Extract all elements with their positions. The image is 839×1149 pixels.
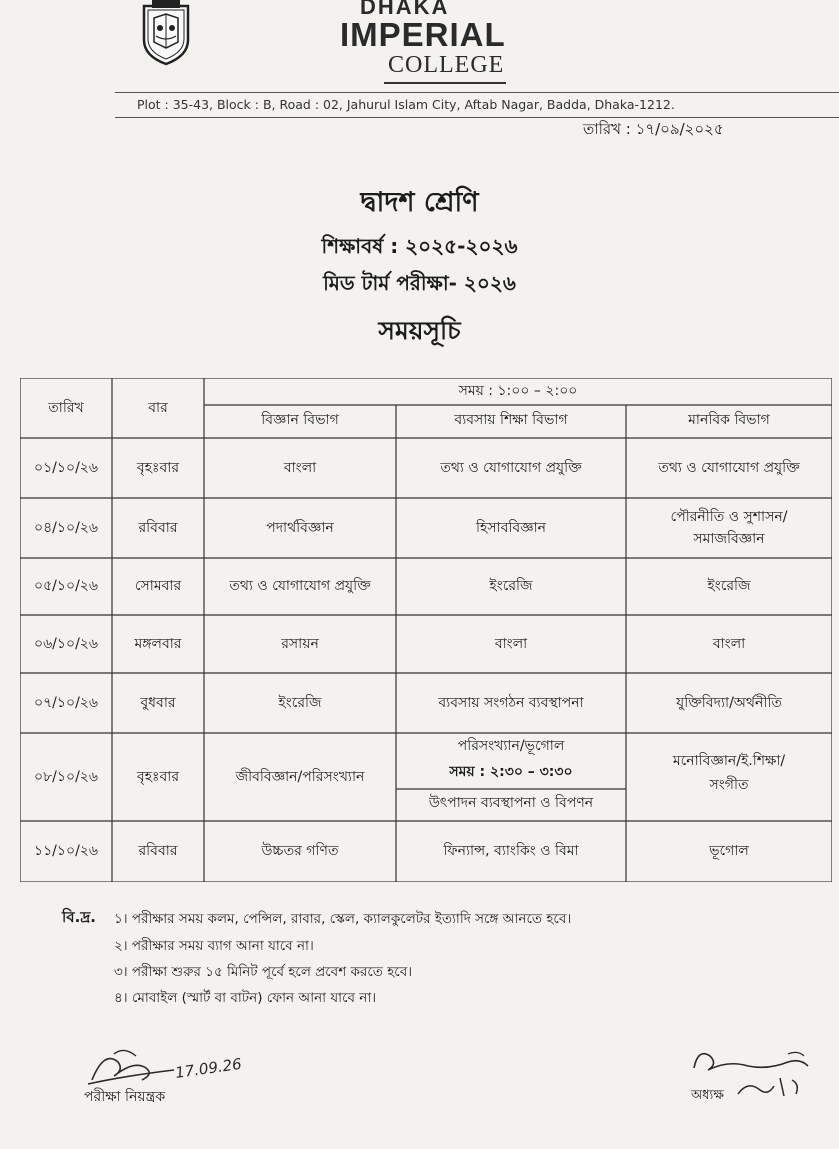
row2-science: পদার্থবিজ্ঞান [266,520,334,536]
row4-day: মঙ্গলবার [134,636,182,652]
header-rule-top [115,92,839,93]
note-item-1: ১। পরীক্ষার সময় কলম, পেন্সিল, রাবার, স্কেল, ক্যালকুলেটর ইত্যাদি সঙ্গে আনতে হবে। [114,911,572,927]
header-science: বিজ্ঞান বিভাগ [261,412,339,428]
notes-label: বি.দ্র. [62,908,97,926]
row4-business: বাংলা [494,636,528,652]
row5-date: ০৭/১০/২৬ [33,695,99,711]
row6-humanities-line1: মনোবিজ্ঞান/ই.শিক্ষা/ [672,753,786,769]
row5-humanities: যুক্তিবিদ্যা/অর্থনীতি [676,695,782,711]
college-name-line1: DHAKA [360,0,450,19]
row5-science: ইংরেজি [278,695,322,711]
row5-day: বুধবার [140,695,176,711]
row7-business: ফিন্যান্স, ব্যাংকিং ও বিমা [443,843,579,859]
controller-label: পরীক্ষা নিয়ন্ত্রক [84,1089,166,1105]
row6-business-line3: উৎপাদন ব্যবস্থাপনা ও বিপণন [428,795,594,811]
row4-science: রসায়ন [281,636,319,652]
header-humanities: মানবিক বিভাগ [688,412,770,428]
header-business: ব্যবসায় শিক্ষা বিভাগ [454,412,568,428]
row4-date: ০৬/১০/২৬ [33,636,99,652]
exam-schedule-table [20,378,832,882]
note-item-3: ৩। পরীক্ষা শুরুর ১৫ মিনিট পূর্বে হলে প্রবেশ করতে হবে। [114,964,413,980]
college-name-line2: IMPERIAL [340,16,506,53]
row1-humanities: তথ্য ও যোগাযোগ প্রযুক্তি [658,460,800,476]
controller-signature-date: 17.09.26 [174,1054,243,1082]
row3-day: সোমবার [134,578,182,594]
principal-label: অধ্যক্ষ [691,1088,724,1103]
row7-day: রবিবার [138,843,178,859]
row2-humanities-line1: পৌরনীতি ও সুশাসন/ [670,509,788,525]
row2-date: ০৪/১০/২৬ [33,520,98,536]
exam-title: মিড টার্ম পরীক্ষা- ২০২৬ [323,271,516,295]
header-time: সময় : ১:০০ – ২:০০ [458,383,578,399]
college-name-line3: COLLEGE [388,52,505,78]
class-title: দ্বাদশ শ্রেণি [360,187,479,218]
row4-humanities: বাংলা [712,636,746,652]
row1-science: বাংলা [283,460,317,476]
row6-science: জীববিজ্ঞান/পরিসংখ্যান [235,769,365,785]
row3-business: ইংরেজি [489,578,533,594]
row6-date: ০৮/১০/২৬ [33,769,98,785]
row2-business: হিসাববিজ্ঞান [475,520,547,536]
row6-humanities-line2: সংগীত [709,777,749,793]
row1-business: তথ্য ও যোগাযোগ প্রযুক্তি [440,460,582,476]
row3-date: ০৫/১০/২৬ [33,578,98,594]
issue-date: তারিখ : ১৭/০৯/২০২৫ [583,120,724,138]
row6-business-line1: পরিসংখ্যান/ভূগোল [457,738,565,754]
session-title: শিক্ষাবর্ষ : ২০২৫-২০২৬ [321,234,518,258]
row3-humanities: ইংরেজি [707,578,751,594]
row6-business-time: সময় : ২:৩০ – ৩:৩০ [449,764,573,780]
college-address: Plot : 35-43, Block : B, Road : 02, Jahurul Islam City, Aftab Nagar, Badda, Dhaka-1212. [137,97,675,112]
row3-science: তথ্য ও যোগাযোগ প্রযুক্তি [229,578,371,594]
row2-day: রবিবার [138,520,178,536]
note-item-2: ২। পরীক্ষার সময় ব্যাগ আনা যাবে না। [114,938,314,954]
row1-date: ০১/১০/২৬ [33,460,98,476]
header-day: বার [148,400,168,416]
college-underline [384,82,506,84]
row7-science: উচ্চতর গণিত [261,843,339,859]
row7-date: ১১/১০/২৬ [34,843,98,859]
row7-humanities: ভূগোল [709,843,749,859]
header-date: তারিখ [48,400,84,416]
row1-day: বৃহঃবার [136,460,180,476]
row6-day: বৃহঃবার [136,769,180,785]
college-logo-icon [138,0,194,66]
note-item-4: ৪। মোবাইল (স্মার্ট বা বাটন) ফোন আনা যাবে না। [114,990,377,1006]
header-rule-bottom [115,117,839,118]
row5-business: ব্যবসায় সংগঠন ব্যবস্থাপনা [438,695,584,711]
schedule-title: সময়সূচি [378,316,461,345]
controller-signature [84,1040,264,1088]
row2-humanities-line2: সমাজবিজ্ঞান [693,531,765,547]
